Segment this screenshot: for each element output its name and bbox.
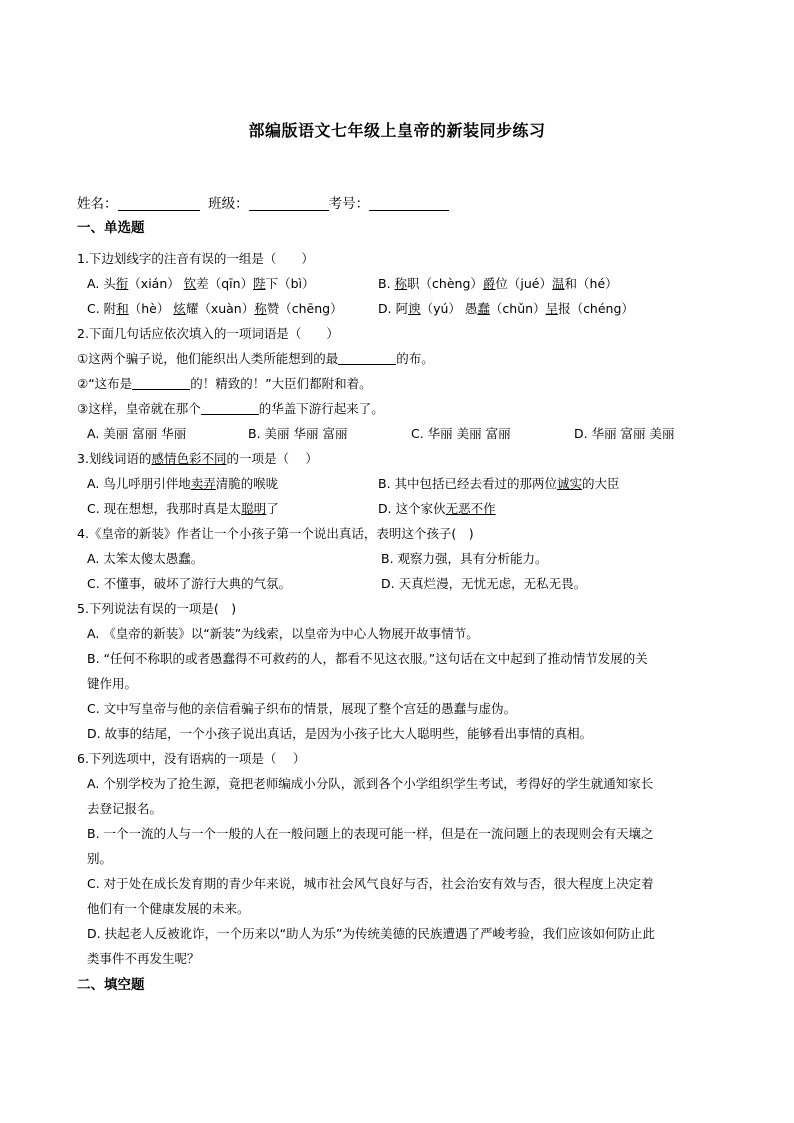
document-title: 部编版语文七年级上皇帝的新装同步练习 (248, 121, 546, 140)
question-6-option-a[interactable]: A. 个别学校为了抢生源，竟把老师编成小分队，派到各个小学组织学生考试，考得好的学生就通知家长 (87, 776, 654, 791)
question-6-option-d[interactable]: D. 扶起老人反被讹诈，一个历来以“助人为乐”为传统美德的民族遭遇了严峻考验，我们应该如何防止此 (87, 926, 656, 941)
question-4-option-c[interactable]: C. 不懂事，破坏了游行大典的气氛。 (87, 576, 292, 591)
question-3-option-d[interactable]: D. 这个家伙无恶不作 (378, 501, 496, 516)
question-6-option-d-cont: 类事件不再发生呢？ (87, 951, 200, 966)
question-2-option-d[interactable]: D. 华丽 富丽 美丽 (574, 426, 675, 441)
fill-blank[interactable] (338, 351, 396, 365)
question-2-option-b[interactable]: B. 美丽 华丽 富丽 (248, 426, 348, 441)
question-5-option-b[interactable]: B. “任何不称职的或者愚蠢得不可救药的人，都看不见这衣服。”这句话在文中起到了推动情节发展的关 (87, 651, 648, 666)
question-6-stem: 6.下列选项中，没有语病的一项是（ ） (77, 751, 306, 766)
question-5-option-c[interactable]: C. 文中写皇帝与他的亲信看骗子织布的情景，展现了整个宫廷的愚蠢与虚伪。 (87, 701, 517, 716)
question-1-option-b[interactable]: B. 称职（chèng）爵位（jué）温和（hé） (378, 276, 618, 291)
name-blank[interactable] (118, 196, 200, 211)
student-info-line (77, 192, 449, 212)
question-5-option-b-cont: 键作用。 (87, 676, 138, 691)
question-1-stem: 1.下边划线字的注音有误的一组是（ ） (77, 251, 314, 266)
number-label: 考号： (328, 196, 370, 212)
name-label: 姓名： (77, 196, 118, 212)
question-1-option-c[interactable]: C. 附和（hè） 炫耀（xuàn）称赞（chēng） (87, 301, 343, 316)
question-3-option-c[interactable]: C. 现在想想，我那时真是太聪明了 (87, 501, 279, 516)
question-2-sentence-2: ②“这布是 的！精致的！”大臣们都附和着。 (77, 376, 372, 391)
question-2-option-c[interactable]: C. 华丽 美丽 富丽 (411, 426, 511, 441)
question-3-option-a[interactable]: A. 鸟儿呼朋引伴地卖弄清脆的喉咙 (87, 476, 279, 491)
question-3-stem: 3.划线词语的感情色彩不同的一项是（ ） (77, 451, 318, 466)
question-6-option-b[interactable]: B. 一个一流的人与一个一般的人在一般问题上的表现可能一样，但是在一流问题上的表现则会有天壤之 (87, 826, 654, 841)
question-2-sentence-1: ①这两个骗子说，他们能织出人类所能想到的最 的布。 (77, 351, 434, 366)
question-6-option-c[interactable]: C. 对于处在成长发育期的青少年来说，城市社会风气良好与否，社会治安有效与否，很大程度上决定着 (87, 876, 654, 891)
question-6-option-b-cont: 别。 (87, 851, 113, 866)
question-4-option-a[interactable]: A. 太笨太傻太愚蠢。 (87, 551, 204, 566)
question-2-option-a[interactable]: A. 美丽 富丽 华丽 (87, 426, 187, 441)
question-1-option-d[interactable]: D. 阿谀（yú） 愚蠢（chǔn）呈报（chéng） (378, 301, 634, 316)
number-blank[interactable] (369, 196, 449, 211)
question-5-option-a[interactable]: A. 《皇帝的新装》以“新装”为线索，以皇帝为中心人物展开故事情节。 (87, 626, 479, 641)
section-heading-single-choice: 一、单选题 (77, 220, 145, 236)
section-heading-fill-in: 二、填空题 (77, 977, 145, 993)
class-label: 班级： (208, 196, 249, 212)
question-5-option-d[interactable]: D. 故事的结尾，一个小孩子说出真话，是因为小孩子比大人聪明些，能够看出事情的真相。 (87, 726, 593, 741)
question-4-option-b[interactable]: B. 观察力强，具有分析能力。 (381, 551, 548, 566)
question-2-stem: 2.下面几句话应依次填入的一项词语是（ ） (77, 326, 339, 341)
question-4-option-d[interactable]: D. 天真烂漫，无忧无虑，无私无畏。 (381, 576, 587, 591)
question-1-option-a[interactable]: A. 头衔（xián） 钦差（qīn）陛下（bì） (87, 276, 315, 291)
question-4-stem: 4.《皇帝的新装》作者让一个小孩子第一个说出真话，表明这个孩子( ) (77, 526, 474, 541)
question-2-sentence-3: ③这样，皇帝就在那个 的华盖下游行起来了。 (77, 401, 384, 416)
class-blank[interactable] (249, 196, 329, 211)
fill-blank[interactable] (132, 376, 190, 390)
question-6-option-a-cont: 去登记报名。 (87, 801, 163, 816)
question-5-stem: 5.下列说法有误的一项是( ) (77, 601, 237, 616)
question-3-option-b[interactable]: B. 其中包括已经去看过的那两位诚实的大臣 (378, 476, 620, 491)
question-6-option-c-cont: 他们有一个健康发展的未来。 (87, 901, 250, 916)
fill-blank[interactable] (201, 401, 259, 415)
